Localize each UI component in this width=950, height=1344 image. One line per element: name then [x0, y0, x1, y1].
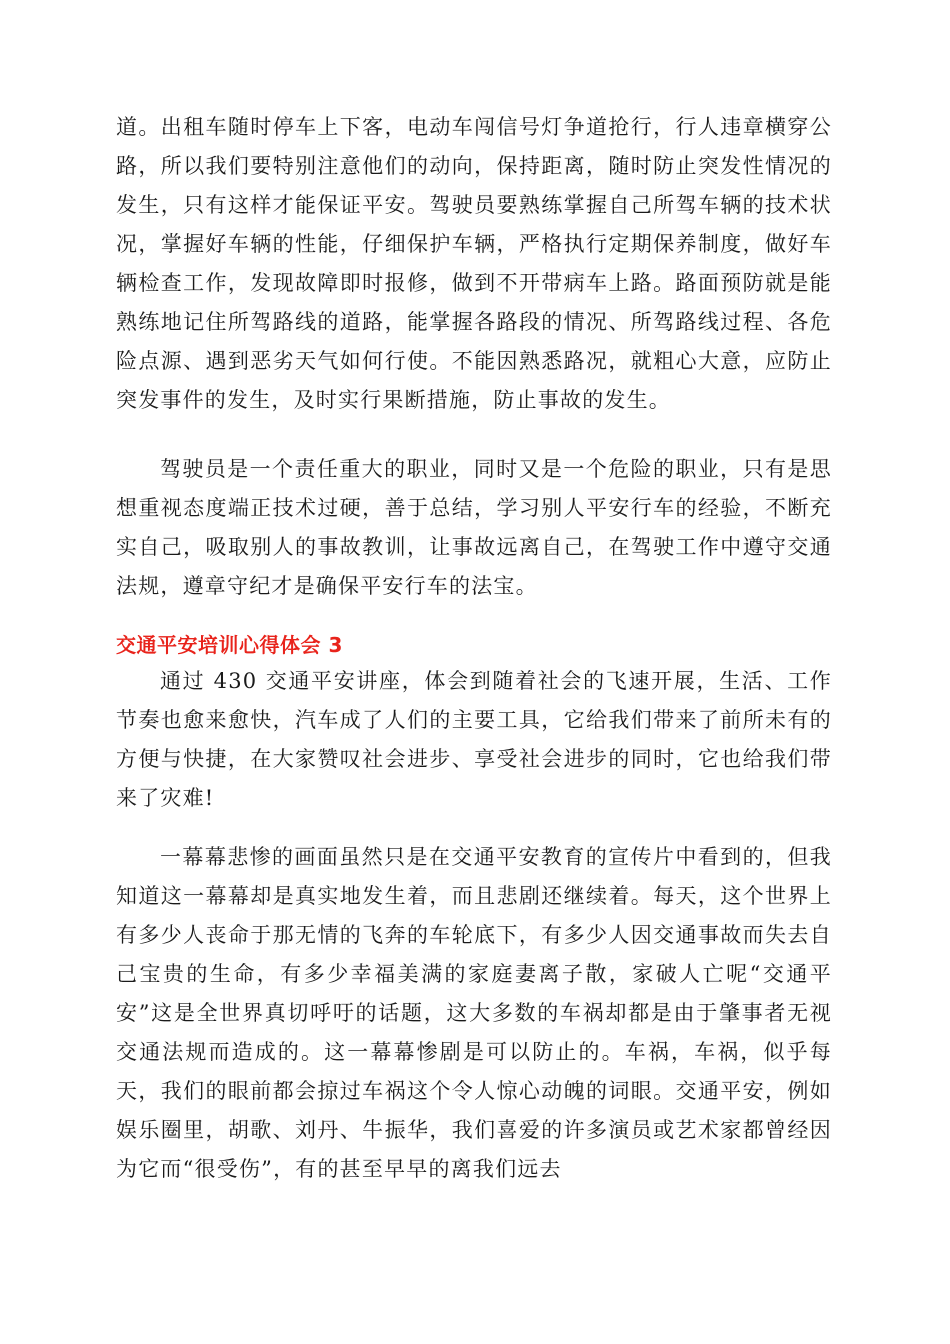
document-body: [116, 108, 832, 1189]
section-heading: 交通平安培训心得体会 3: [116, 633, 343, 657]
paragraph-lecture: 通过 430 交通平安讲座，体会到随着社会的飞速开展，生活、工作节奏也愈来愈快，汽车成了人们的主要工具，它给我们带来了前所未有的方便与快捷，在大家赞叹社会进步、享受社会进步的同时，它也给我们带来了灾难!: [116, 669, 832, 810]
paragraph-continued: 道。出租车随时停车上下客，电动车闯信号灯争道抢行，行人违章横穿公路，所以我们要特别注意他们的动向，保持距离，随时防止突发性情况的发生，只有这样才能保证平安。驾驶员要熟练掌握自己所驾车辆的技术状况，掌握好车辆的性能，仔细保护车辆，严格执行定期保养制度，做好车辆检查工作，发现故障即时报修，做到不开带病车上路。路面预防就是能熟练地记住所驾路线的道路，能掌握各路段的情况、所驾路线过程、各危险点源、遇到恶劣天气如何行使。不能因熟悉路况，就粗心大意，应防止突发事件的发生，及时实行果断措施，防止事故的发生。: [116, 115, 832, 412]
paragraph-driver-responsibility: 驾驶员是一个责任重大的职业，同时又是一个危险的职业，只有是思想重视态度端正技术过硬，善于总结，学习别人平安行车的经验，不断充实自己，吸取别人的事故教训，让事故远离自己，在驾驶工作中遵守交通法规，遵章守纪才是确保平安行车的法宝。: [116, 457, 832, 598]
paragraph-tragedy: 一幕幕悲惨的画面虽然只是在交通平安教育的宣传片中看到的，但我知道这一幕幕却是真实地发生着，而且悲剧还继续着。每天，这个世界上有多少人丧命于那无情的飞奔的车轮底下，有多少人因交通事故而失去自己宝贵的生命，有多少幸福美满的家庭妻离子散，家破人亡呢“交通平安”这是全世界真切呼吁的话题，这大多数的车祸却都是由于肇事者无视交通法规而造成的。这一幕幕惨剧是可以防止的。车祸，车祸，似乎每天，我们的眼前都会掠过车祸这个令人惊心动魄的词眼。交通平安，例如娱乐圈里，胡歌、刘丹、牛振华，我们喜爱的许多演员或艺术家都曾经因为它而“很受伤”，有的甚至早早的离我们远去: [116, 845, 832, 1181]
